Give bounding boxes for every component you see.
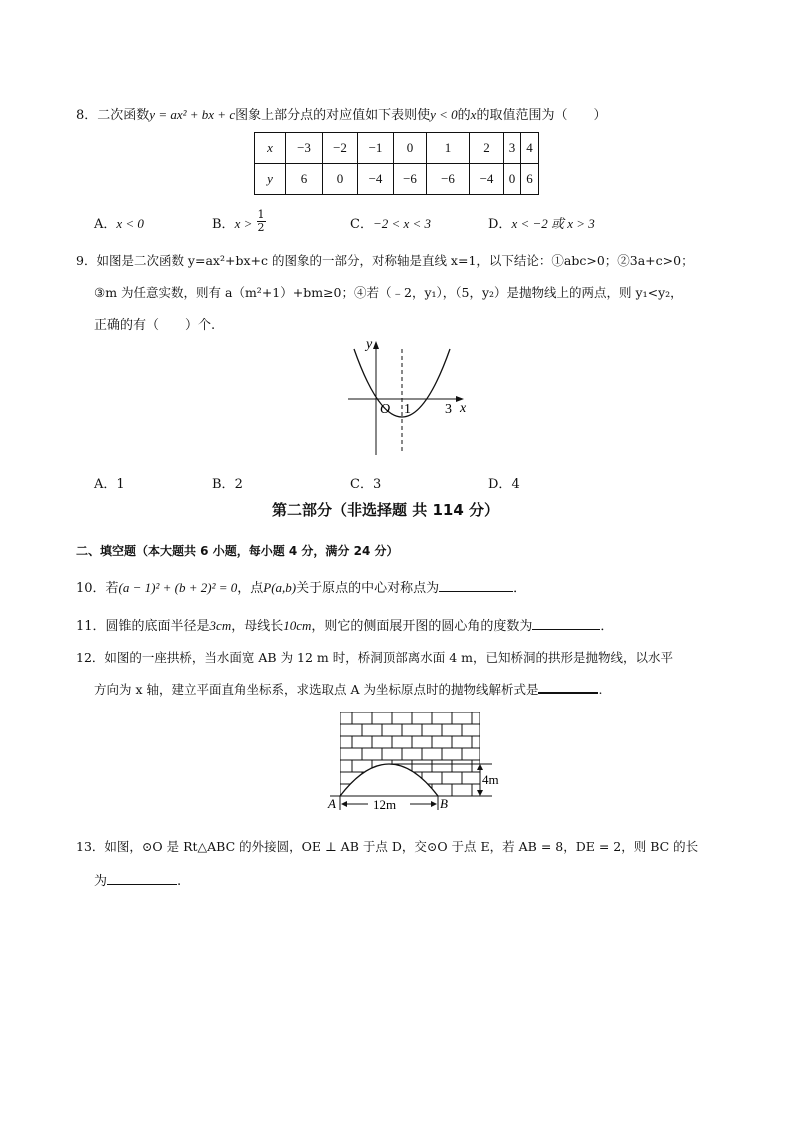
table-cell: 3 [504, 133, 521, 164]
origin-label: O [380, 402, 391, 417]
table-cell: −6 [427, 164, 470, 195]
point-b-label: B [440, 796, 448, 811]
y-axis-arrow [373, 341, 379, 349]
tick-3-label: 3 [445, 402, 452, 417]
q11: 11．圆锥的底面半径是3cm，母线长10cm，则它的侧面展开图的圆心角的度数为 ． [76, 618, 614, 634]
table-cell: −4 [358, 164, 394, 195]
tick-1-label: 1 [404, 402, 411, 417]
q8-option-d[interactable]: D．x < −2 或 x > 3 [488, 216, 595, 232]
q9-parabola-graph [340, 335, 475, 463]
q11-answer-blank[interactable] [532, 617, 600, 630]
table-header-x: x [255, 133, 286, 164]
q12-bridge-figure [322, 706, 512, 812]
table-cell: 6 [521, 164, 539, 195]
q8-stem: 8．二次函数y = ax² + bx + c图象上部分点的对应值如下表则使y < 0的x的取值范围为（ ） [76, 107, 607, 123]
q9-line1: 9．如图是二次函数 y=ax²+bx+c 的图象的一部分，对称轴是直线 x=1，以下结论：①abc>0；②3a+c>0； [76, 253, 694, 268]
point-a-label: A [328, 796, 336, 811]
q9-option-a[interactable]: A．1 [94, 477, 125, 492]
table-header-y: y [255, 164, 286, 195]
table-cell: 2 [470, 133, 504, 164]
q9-option-b[interactable]: B．2 [212, 477, 243, 492]
q10-answer-blank[interactable] [439, 579, 513, 592]
q8-option-a[interactable]: A．x < 0 [94, 216, 144, 232]
q12-answer-blank[interactable] [538, 680, 598, 694]
table-cell: −4 [470, 164, 504, 195]
q13-answer-blank[interactable] [107, 872, 177, 885]
table-cell: 0 [323, 164, 358, 195]
height-label: 4m [482, 772, 499, 787]
q8-value-table [254, 132, 539, 195]
q8-option-c[interactable]: C．−2 < x < 3 [350, 216, 432, 232]
part2-title: 第二部分（非选择题 共 114 分） [272, 501, 499, 519]
table-row [255, 133, 539, 164]
table-cell: −1 [358, 133, 394, 164]
x-axis-label: x [460, 401, 467, 416]
section2-title: 二、填空题（本大题共 6 小题，每小题 4 分，满分 24 分） [76, 544, 399, 558]
table-cell: 0 [504, 164, 521, 195]
table-cell: 4 [521, 133, 539, 164]
width-label: 12m [373, 797, 397, 812]
table-cell: 6 [286, 164, 323, 195]
brick-wall [340, 712, 480, 796]
q12-line1: 12．如图的一座拱桥，当水面宽 AB 为 12 m 时，桥洞顶部离水面 4 m，已知桥洞的拱形是抛物线，以水平 [76, 650, 673, 665]
q9-option-c[interactable]: C．3 [350, 477, 382, 492]
q9-line2: ③m 为任意实数，则有 a（m²+1）+bm≥0；④若（﹣2，y₁），（5，y₂）是抛物线上的两点，则 y₁<y₂， [94, 285, 683, 300]
q13-line1: 13．如图，⊙O 是 Rt△ABC 的外接圆，OE ⊥ AB 于点 D，交⊙O 于点 E，若 AB = 8，DE = 2，则 BC 的长 [76, 839, 699, 854]
q8-option-b[interactable]: B．x > $\frac{1}{2}$ [212, 208, 265, 234]
q12-line2: 方向为 x 轴，建立平面直角坐标系，求选取点 A 为坐标原点时的抛物线解析式是 . [94, 682, 603, 697]
table-cell: 1 [427, 133, 470, 164]
q10: 10．若(a − 1)² + (b + 2)² = 0，点P(a,b)关于原点的中心对称点为 ． [76, 580, 527, 596]
table-cell: −2 [323, 133, 358, 164]
q13-line2: 为 . [94, 874, 182, 889]
table-cell: 0 [394, 133, 427, 164]
table-row [255, 164, 539, 195]
table-cell: −3 [286, 133, 323, 164]
q9-line3: 正确的有（ ）个. [94, 318, 216, 333]
q9-option-d[interactable]: D．4 [488, 477, 520, 492]
table-cell: −6 [394, 164, 427, 195]
y-axis-label: y [366, 337, 373, 352]
arch-curve [340, 764, 438, 796]
